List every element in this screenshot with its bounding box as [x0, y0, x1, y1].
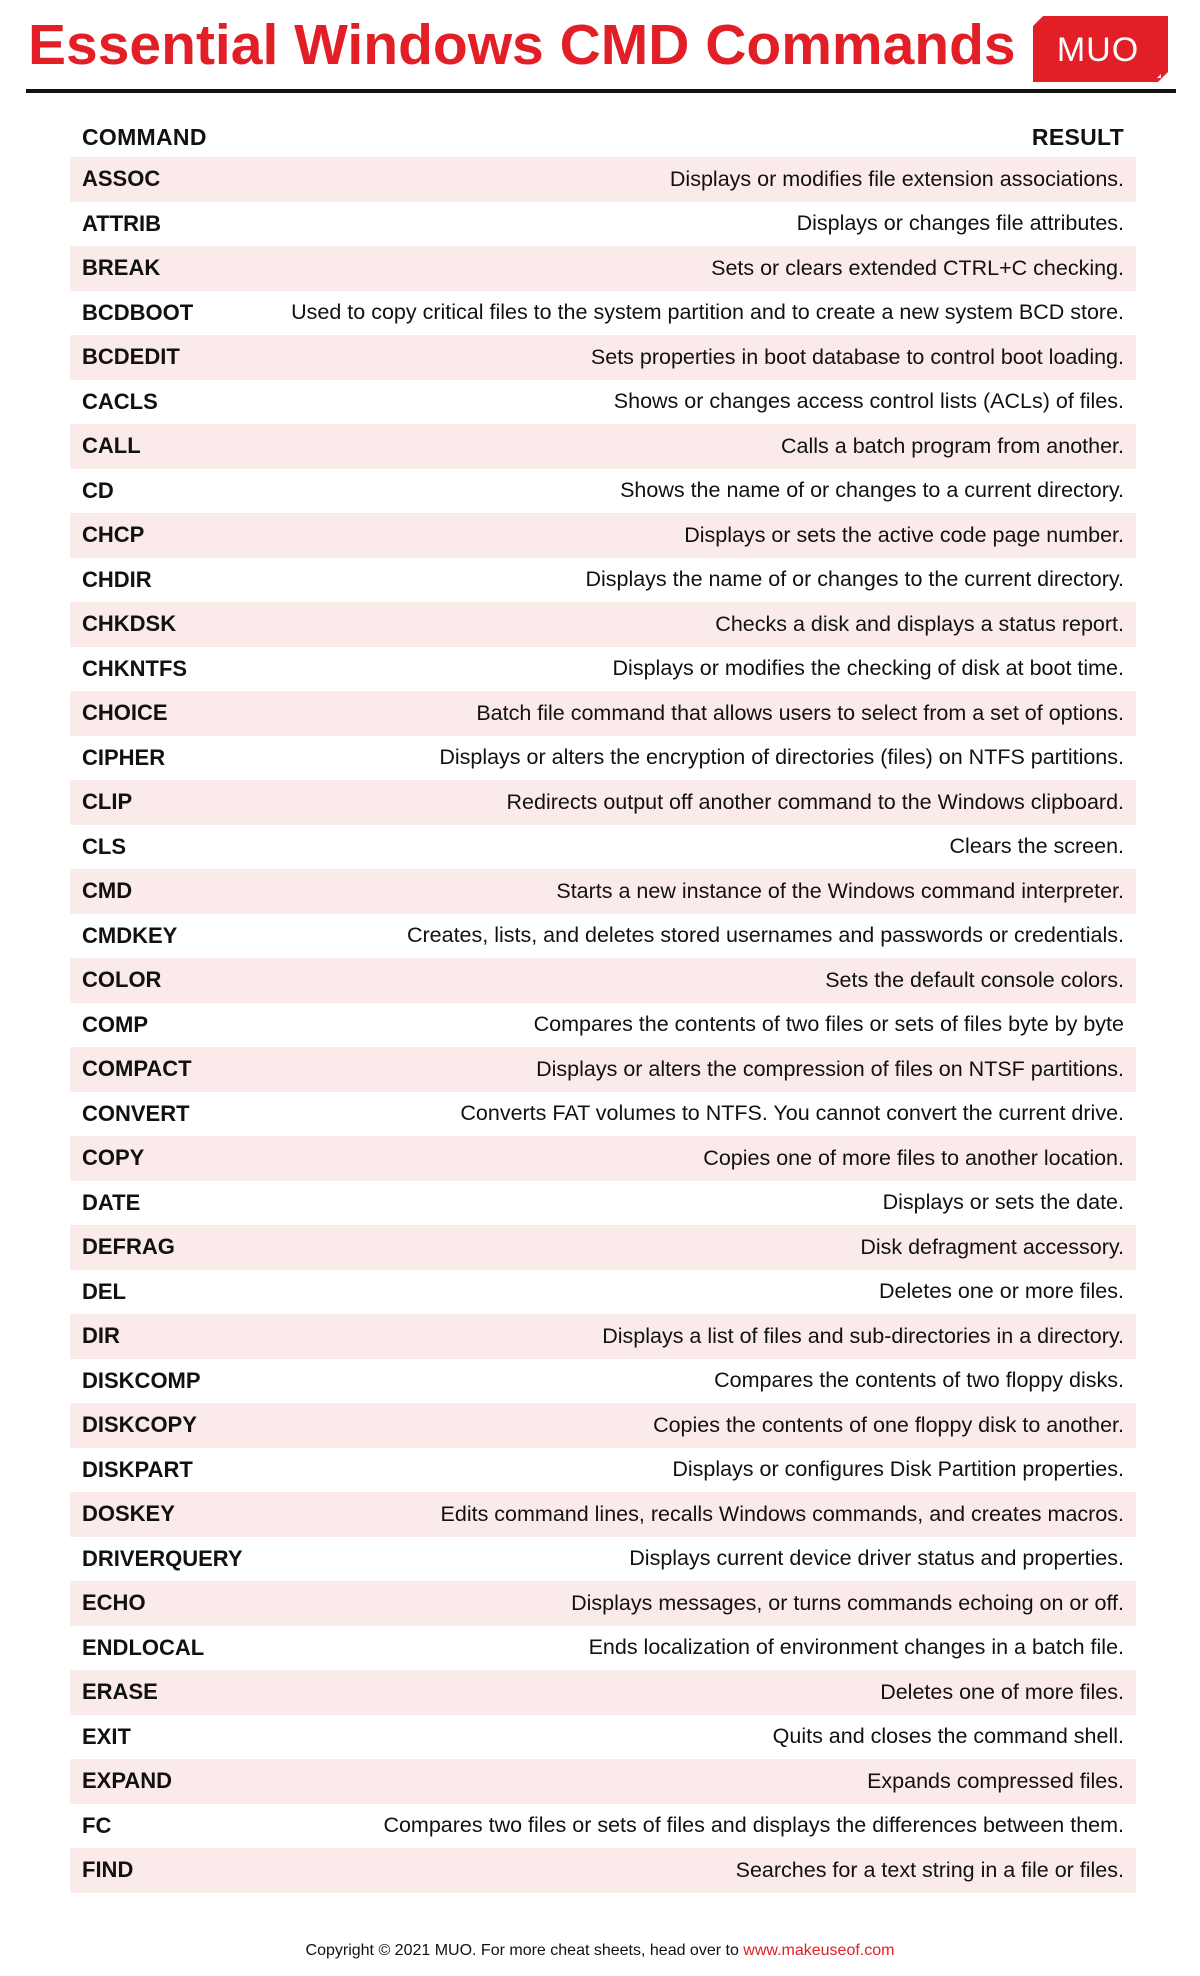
- table-row: [70, 1047, 1136, 1092]
- table-row: [70, 1626, 1136, 1671]
- result-cell: Deletes one or more files.: [879, 1279, 1124, 1304]
- table-row: [70, 914, 1136, 959]
- command-cell: DEFRAG: [82, 1234, 175, 1260]
- command-cell: COLOR: [82, 967, 162, 993]
- command-cell: DEL: [82, 1278, 126, 1304]
- table-row: [70, 157, 1136, 202]
- result-cell: Clears the screen.: [949, 834, 1124, 859]
- result-cell: Converts FAT volumes to NTFS. You cannot convert the current drive.: [460, 1101, 1124, 1126]
- result-cell: Displays or alters the compression of files on NTSF partitions.: [536, 1056, 1124, 1081]
- table-row: [70, 736, 1136, 781]
- result-cell: Searches for a text string in a file or files.: [735, 1857, 1124, 1882]
- result-cell: Calls a batch program from another.: [781, 433, 1124, 458]
- command-cell: ENDLOCAL: [82, 1634, 205, 1660]
- result-cell: Deletes one of more files.: [880, 1679, 1124, 1704]
- result-cell: Displays or modifies the checking of disk at boot time.: [612, 656, 1124, 681]
- table-row: [70, 1270, 1136, 1315]
- command-cell: BREAK: [82, 255, 161, 281]
- table-body: [70, 157, 1136, 1893]
- command-cell: DIR: [82, 1323, 120, 1349]
- command-cell: CHOICE: [82, 700, 168, 726]
- command-cell: DOSKEY: [82, 1501, 175, 1527]
- table-row: [70, 335, 1136, 380]
- result-cell: Displays the name of or changes to the current directory.: [585, 567, 1124, 592]
- footer-link[interactable]: www.makeuseof.com: [743, 1942, 895, 1959]
- command-cell: CALL: [82, 433, 141, 459]
- result-cell: Checks a disk and displays a status report.: [715, 611, 1124, 636]
- column-header-result: RESULT: [1031, 123, 1124, 150]
- command-cell: EXPAND: [82, 1768, 173, 1794]
- table-row: [70, 513, 1136, 558]
- result-cell: Sets the default console colors.: [825, 967, 1124, 992]
- table-row: [70, 1759, 1136, 1804]
- command-cell: ERASE: [82, 1679, 158, 1705]
- result-cell: Batch file command that allows users to select from a set of options.: [476, 700, 1124, 725]
- result-cell: Displays or modifies file extension associations.: [669, 166, 1124, 191]
- result-cell: Copies one of more files to another location.: [703, 1145, 1124, 1170]
- result-cell: Displays or changes file attributes.: [796, 211, 1124, 236]
- table-row: [70, 1003, 1136, 1048]
- result-cell: Displays or alters the encryption of directories (files) on NTFS partitions.: [439, 745, 1124, 770]
- command-cell: CLS: [82, 833, 126, 859]
- page-title: Essential Windows CMD Commands: [28, 13, 1016, 77]
- command-cell: CHKNTFS: [82, 655, 188, 681]
- command-cell: DISKCOPY: [82, 1412, 197, 1438]
- table-row: [70, 1136, 1136, 1181]
- page-header: [0, 0, 1200, 92]
- command-cell: DISKPART: [82, 1456, 193, 1482]
- result-cell: Displays or sets the date.: [882, 1190, 1124, 1215]
- result-cell: Shows the name of or changes to a current directory.: [620, 478, 1124, 503]
- result-cell: Displays a list of files and sub-directories in a directory.: [602, 1323, 1124, 1348]
- command-cell: CMD: [82, 878, 133, 904]
- table-row: [70, 1314, 1136, 1359]
- column-header-command: COMMAND: [82, 123, 207, 150]
- result-cell: Compares two files or sets of files and displays the differences between them.: [383, 1813, 1124, 1838]
- table-row: [70, 1181, 1136, 1226]
- command-cell: CHKDSK: [82, 611, 177, 637]
- command-cell: CHDIR: [82, 566, 152, 592]
- table-row: [70, 558, 1136, 603]
- command-cell: CMDKEY: [82, 922, 178, 948]
- result-cell: Copies the contents of one floppy disk to another.: [653, 1412, 1124, 1437]
- result-cell: Expands compressed files.: [867, 1768, 1124, 1793]
- result-cell: Creates, lists, and deletes stored usernames and passwords or credentials.: [406, 923, 1124, 948]
- table-row: [70, 1848, 1136, 1893]
- command-cell: CACLS: [82, 388, 158, 414]
- table-row: [70, 780, 1136, 825]
- result-cell: Sets properties in boot database to control boot loading.: [590, 344, 1124, 369]
- table-row: [70, 1225, 1136, 1270]
- command-cell: COPY: [82, 1145, 145, 1171]
- table-row: [70, 825, 1136, 870]
- command-cell: EXIT: [82, 1723, 131, 1749]
- command-cell: DISKCOMP: [82, 1367, 201, 1393]
- table-row: [70, 469, 1136, 514]
- command-cell: FIND: [82, 1857, 134, 1883]
- result-cell: Displays current device driver status and properties.: [629, 1546, 1124, 1571]
- command-cell: CHCP: [82, 522, 145, 548]
- table-header: [70, 117, 1136, 157]
- footer: [0, 1942, 1200, 1960]
- command-cell: BCDEDIT: [82, 344, 180, 370]
- table-row: [70, 1670, 1136, 1715]
- table-row: [70, 647, 1136, 692]
- command-cell: ECHO: [82, 1590, 146, 1616]
- header-divider: [26, 89, 1176, 93]
- command-cell: ASSOC: [82, 166, 161, 192]
- table-row: [70, 202, 1136, 247]
- table-row: [70, 602, 1136, 647]
- result-cell: Disk defragment accessory.: [860, 1234, 1124, 1259]
- command-cell: CD: [82, 477, 114, 503]
- result-cell: Ends localization of environment changes in a batch file.: [588, 1635, 1124, 1660]
- table-row: [70, 958, 1136, 1003]
- result-cell: Sets or clears extended CTRL+C checking.: [711, 255, 1124, 280]
- command-cell: DATE: [82, 1189, 141, 1215]
- command-cell: CIPHER: [82, 744, 166, 770]
- table-row: [70, 424, 1136, 469]
- command-cell: COMPACT: [82, 1056, 192, 1082]
- result-cell: Used to copy critical files to the system partition and to create a new system BCD store.: [291, 300, 1124, 325]
- command-cell: ATTRIB: [82, 210, 162, 236]
- table-row: [70, 1492, 1136, 1537]
- muo-logo: [1033, 16, 1168, 82]
- command-cell: BCDBOOT: [82, 299, 194, 325]
- command-cell: COMP: [82, 1011, 148, 1037]
- table-row: [70, 869, 1136, 914]
- logo-text: MUO: [1056, 31, 1140, 69]
- result-cell: Starts a new instance of the Windows command interpreter.: [556, 878, 1124, 903]
- table-row: [70, 380, 1136, 425]
- command-cell: CONVERT: [82, 1100, 190, 1126]
- table-row: [70, 1581, 1136, 1626]
- result-cell: Displays messages, or turns commands echoing on or off.: [571, 1590, 1124, 1615]
- command-cell: CLIP: [82, 789, 133, 815]
- table-row: [70, 291, 1136, 336]
- footer-copyright: Copyright © 2021 MUO. For more cheat sheets, head over to: [305, 1942, 744, 1959]
- result-cell: Displays or sets the active code page number.: [684, 522, 1124, 547]
- table-row: [70, 246, 1136, 291]
- result-cell: Redirects output off another command to the Windows clipboard.: [506, 789, 1124, 814]
- command-cell: DRIVERQUERY: [82, 1545, 243, 1571]
- table-row: [70, 1448, 1136, 1493]
- table-row: [70, 1537, 1136, 1582]
- result-cell: Shows or changes access control lists (ACLs) of files.: [613, 389, 1124, 414]
- commands-table: [70, 117, 1136, 1893]
- table-row: [70, 1092, 1136, 1137]
- table-row: [70, 1403, 1136, 1448]
- result-cell: Displays or configures Disk Partition properties.: [672, 1457, 1124, 1482]
- result-cell: Compares the contents of two floppy disks.: [714, 1368, 1124, 1393]
- table-row: [70, 1715, 1136, 1760]
- table-row: [70, 1359, 1136, 1404]
- result-cell: Compares the contents of two files or sets of files byte by byte: [533, 1012, 1124, 1037]
- result-cell: Edits command lines, recalls Windows commands, and creates macros.: [440, 1501, 1124, 1526]
- result-cell: Quits and closes the command shell.: [772, 1724, 1124, 1749]
- command-cell: FC: [82, 1812, 112, 1838]
- table-row: [70, 691, 1136, 736]
- table-row: [70, 1804, 1136, 1849]
